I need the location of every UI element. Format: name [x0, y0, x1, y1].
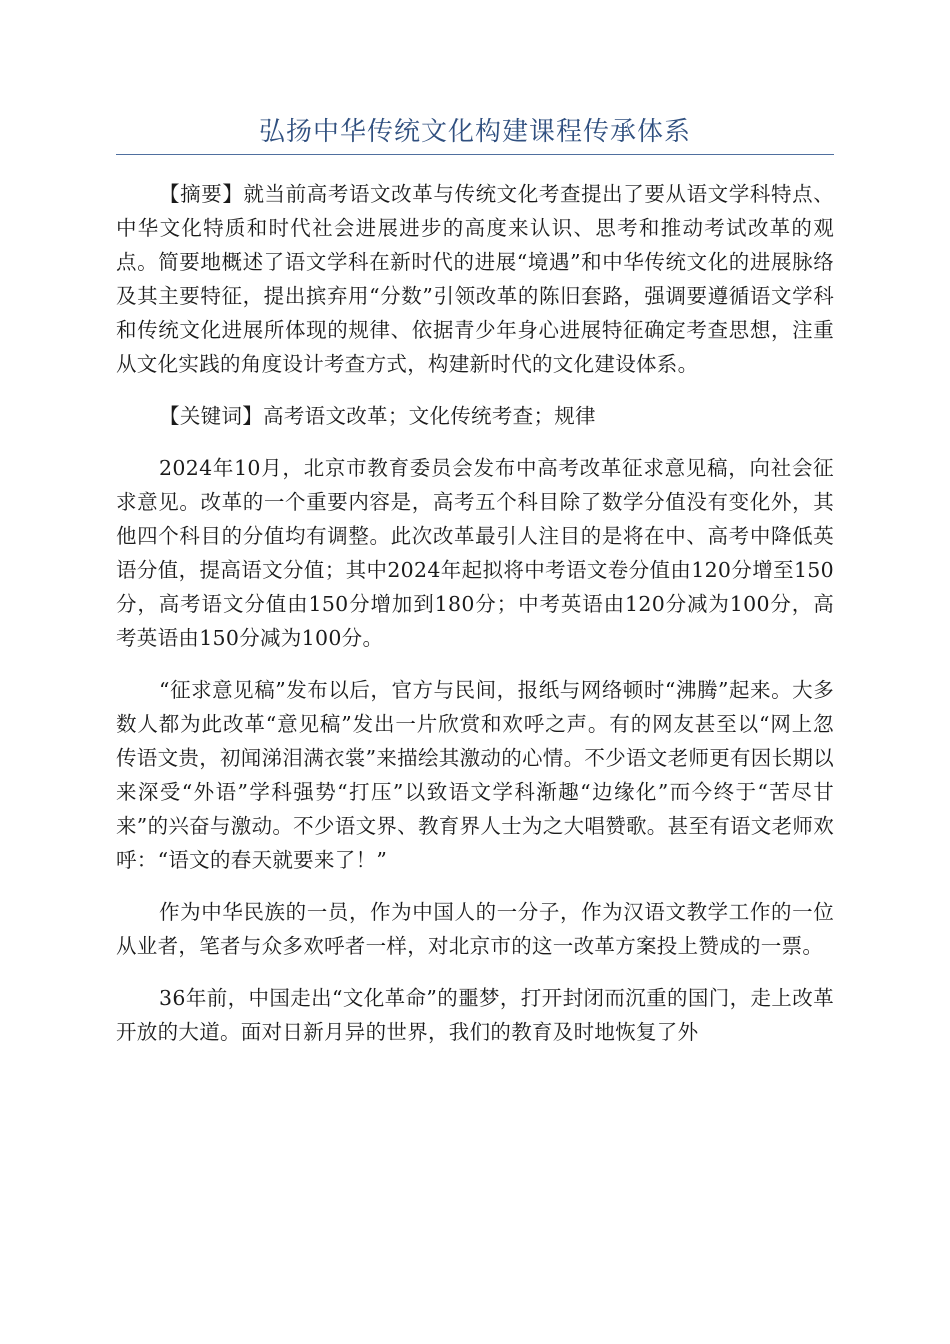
- keywords-paragraph: 【关键词】高考语文改革；文化传统考查；规律: [159, 404, 596, 428]
- title-underline: [116, 154, 834, 155]
- body-paragraph: 2024年10月，北京市教育委员会发布中高考改革征求意见稿，向社会征求意见。改革的一个重要内容是，高考五个科目除了数学分值没有变化外，其他四个科目的分值均有调整。此次改革最引人注目的是将在中、高考中降低英语分值，提高语文分值；其中2024年起拟将中考语文卷分值由120分增至150分，高考语文分值由150分增加到180分；中考英语由120分减为100分，高考英语由150分减为100分。: [116, 456, 834, 650]
- body-paragraph: 36年前，中国走出“文化革命”的噩梦，打开封闭而沉重的国门，走上改革开放的大道。面对日新月异的世界，我们的教育及时地恢复了外: [116, 986, 834, 1044]
- document-title: 弘扬中华传统文化构建课程传承体系: [258, 117, 691, 147]
- body-paragraph: 作为中华民族的一员，作为中国人的一分子，作为汉语文教学工作的一位从业者，笔者与众多欢呼者一样，对北京市的这一改革方案投上赞成的一票。: [116, 900, 834, 958]
- abstract-paragraph: 【摘要】就当前高考语文改革与传统文化考查提出了要从语文学科特点、中华文化特质和时代社会进展进步的高度来认识、思考和推动考试改革的观点。简要地概述了语文学科在新时代的进展“境遇”和中华传统文化的进展脉络及其主要特征，提出摈弃用“分数”引领改革的陈旧套路，强调要遵循语文学科和传统文化进展所体现的规律、依据青少年身心进展特征确定考查思想，注重从文化实践的角度设计考查方式，构建新时代的文化建设体系。: [116, 182, 834, 376]
- body-paragraph: “征求意见稿”发布以后，官方与民间，报纸与网络顿时“沸腾”起来。大多数人都为此改革“意见稿”发出一片欣赏和欢呼之声。有的网友甚至以“网上忽传语文贵，初闻涕泪满衣裳”来描绘其激动的心情。不少语文老师更有因长期以来深受“外语”学科强势“打压”以致语文学科渐趣“边缘化”而今终于“苦尽甘来”的兴奋与激动。不少语文界、教育界人士为之大唱赞歌。甚至有语文老师欢呼：“语文的春天就要来了！”: [116, 678, 834, 872]
- document-body: [116, 177, 834, 1067]
